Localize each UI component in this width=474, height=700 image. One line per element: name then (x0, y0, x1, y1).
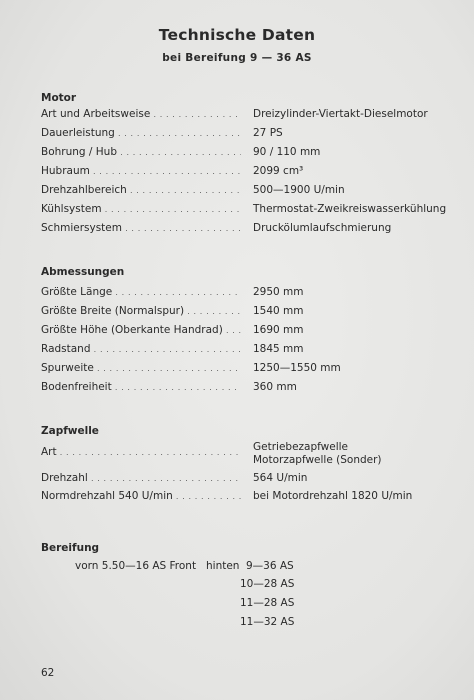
spec-label: Hubraum . . . (41, 165, 241, 177)
spec-value: 1690 mm (253, 324, 304, 336)
spec-value: bei Motordrehzahl 1820 U/min (253, 490, 413, 502)
spec-row (41, 441, 441, 466)
spec-row (41, 286, 441, 304)
spec-label: Größte Höhe (Oberkante Handrad) . . . (41, 324, 241, 336)
spec-label: Drehzahl . . . (41, 472, 241, 484)
spec-row (41, 222, 441, 240)
page-title: Technische Daten (158, 26, 316, 44)
spec-value: Thermostat-Zweikreiswasserkühlung (253, 203, 447, 215)
spec-value: Druckölumlaufschmierung (253, 222, 392, 234)
spec-label: Art . . . (41, 446, 241, 458)
section-heading-motor: Motor (41, 92, 77, 104)
spec-value: Dreizylinder-Viertakt-Dieselmotor (253, 108, 428, 120)
spec-label: Größte Länge . . . (41, 286, 241, 298)
spec-row (41, 490, 441, 508)
tire-rear-size: 9—36 AS (246, 560, 294, 572)
spec-row (41, 381, 441, 399)
spec-value-line-1: Getriebezapfwelle (253, 441, 348, 453)
section-heading-abmessungen: Abmessungen (41, 266, 125, 278)
spec-value: 1540 mm (253, 305, 304, 317)
page-subtitle: bei Bereifung 9 — 36 AS (162, 52, 312, 64)
spec-value-line-2: Motorzapfwelle (Sonder) (253, 454, 382, 466)
spec-row (41, 305, 441, 323)
spec-row (41, 165, 441, 183)
tire-front: vorn 5.50—16 AS Front (75, 560, 197, 572)
spec-value: 1250—1550 mm (253, 362, 341, 374)
spec-label: Normdrehzahl 540 U/min . . . (41, 490, 241, 502)
spec-row (41, 343, 441, 361)
tire-rear-size: 11—28 AS (240, 597, 295, 609)
spec-row (41, 472, 441, 490)
spec-value: 27 PS (253, 127, 283, 139)
spec-value: 1845 mm (253, 343, 304, 355)
spec-label: Radstand . . . (41, 343, 241, 355)
spec-row (41, 324, 441, 342)
spec-row (41, 127, 441, 145)
spec-value: 2950 mm (253, 286, 304, 298)
section-heading-zapfwelle: Zapfwelle (41, 425, 99, 437)
spec-value: 90 / 110 mm (253, 146, 321, 158)
spec-row (41, 108, 441, 126)
tire-rear-label: hinten (206, 560, 240, 572)
spec-label: Kühlsystem . . . (41, 203, 241, 215)
tire-rear-size: 10—28 AS (240, 578, 295, 590)
page-number: 62 (41, 667, 55, 679)
spec-row (41, 203, 447, 221)
spec-label: Bohrung / Hub . . . (41, 146, 241, 158)
tire-rear-size: 11—32 AS (240, 616, 295, 628)
spec-value: 360 mm (253, 381, 297, 393)
spec-label: Größte Breite (Normalspur) . . . (41, 305, 241, 317)
spec-label: Drehzahlbereich . . . (41, 184, 241, 196)
spec-row (41, 362, 441, 380)
spec-value: 564 U/min (253, 472, 308, 484)
spec-label: Dauerleistung . . . (41, 127, 241, 139)
spec-value: 500—1900 U/min (253, 184, 345, 196)
spec-row (41, 146, 441, 164)
spec-label: Art und Arbeitsweise . . . (41, 108, 241, 120)
spec-label: Schmiersystem . . . (41, 222, 241, 234)
spec-label: Spurweite . . . (41, 362, 241, 374)
spec-value: 2099 cm³ (253, 165, 304, 177)
spec-label: Bodenfreiheit . . . (41, 381, 241, 393)
spec-row (41, 184, 441, 202)
section-heading-bereifung: Bereifung (41, 542, 100, 554)
